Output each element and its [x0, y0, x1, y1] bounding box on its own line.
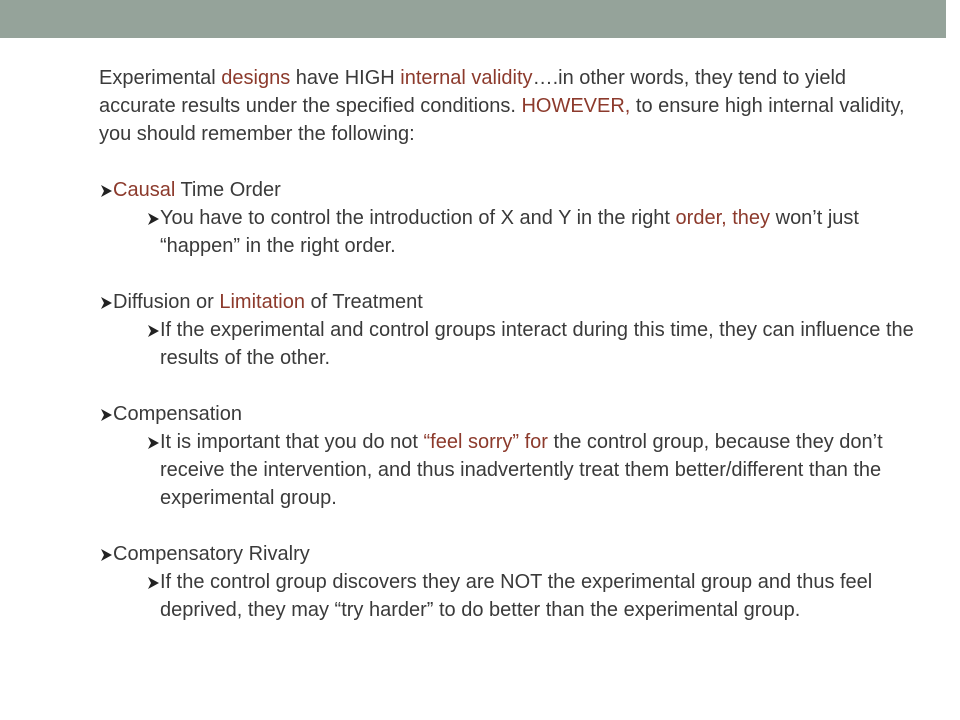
arrowhead-bullet-icon	[99, 176, 113, 204]
sub-text: You have to control the introduction of X and Y in the right	[160, 207, 676, 229]
heading-text: Compensation	[113, 403, 242, 425]
bullet-heading	[99, 288, 919, 316]
sub-bullet	[146, 428, 919, 512]
sub-text: It is important that you do not	[160, 431, 424, 453]
sub-bullet	[146, 204, 919, 260]
arrowhead-bullet-icon	[99, 288, 113, 316]
intro-highlight: internal validity	[400, 67, 533, 89]
heading-text: Compensatory Rivalry	[113, 543, 310, 565]
arrowhead-bullet-icon	[146, 316, 160, 344]
header-bar	[0, 0, 946, 38]
intro-highlight: HOWEVER,	[521, 95, 631, 117]
arrowhead-bullet-icon	[99, 540, 113, 568]
section-causal-time-order	[99, 176, 919, 260]
sub-bullet	[146, 568, 919, 624]
sub-bullet	[146, 316, 919, 372]
heading-text: of Treatment	[304, 291, 423, 313]
sub-highlight: order, they	[675, 207, 771, 229]
arrowhead-bullet-icon	[146, 428, 160, 456]
bullet-heading	[99, 400, 919, 428]
intro-text: ….in other words, they tend to yield accurate results under the specified conditions.	[99, 67, 847, 117]
intro-highlight: designs	[221, 67, 291, 89]
slide-content	[99, 64, 919, 652]
arrowhead-bullet-icon	[146, 204, 160, 232]
section-diffusion	[99, 288, 919, 372]
heading-highlight: Limitation	[219, 291, 305, 313]
heading-text: Diffusion or	[113, 291, 220, 313]
bullet-heading	[99, 176, 919, 204]
sub-text: If the experimental and control groups interact during this time, they can influence the results of the other.	[160, 319, 914, 369]
section-compensation	[99, 400, 919, 512]
sub-text: the control group, because they don’t receive the intervention, and thus inadvertently treat them better/different than the experimental group.	[160, 431, 883, 509]
intro-paragraph	[99, 64, 919, 148]
intro-text: to ensure high internal validity, you should remember the following:	[99, 95, 905, 145]
arrowhead-bullet-icon	[146, 568, 160, 596]
intro-text: Experimental	[99, 67, 222, 89]
sub-text: If the control group discovers they are NOT the experimental group and thus feel deprived, they may “try harder” to do better than the experimental group.	[160, 571, 873, 621]
arrowhead-bullet-icon	[99, 400, 113, 428]
bullet-heading	[99, 540, 919, 568]
heading-text: Time Order	[175, 179, 281, 201]
sub-highlight: “feel sorry” for	[423, 431, 548, 453]
sub-text: won’t just “happen” in the right order.	[160, 207, 859, 257]
heading-highlight: Causal	[113, 179, 176, 201]
section-compensatory-rivalry	[99, 540, 919, 624]
intro-text: have HIGH	[290, 67, 401, 89]
